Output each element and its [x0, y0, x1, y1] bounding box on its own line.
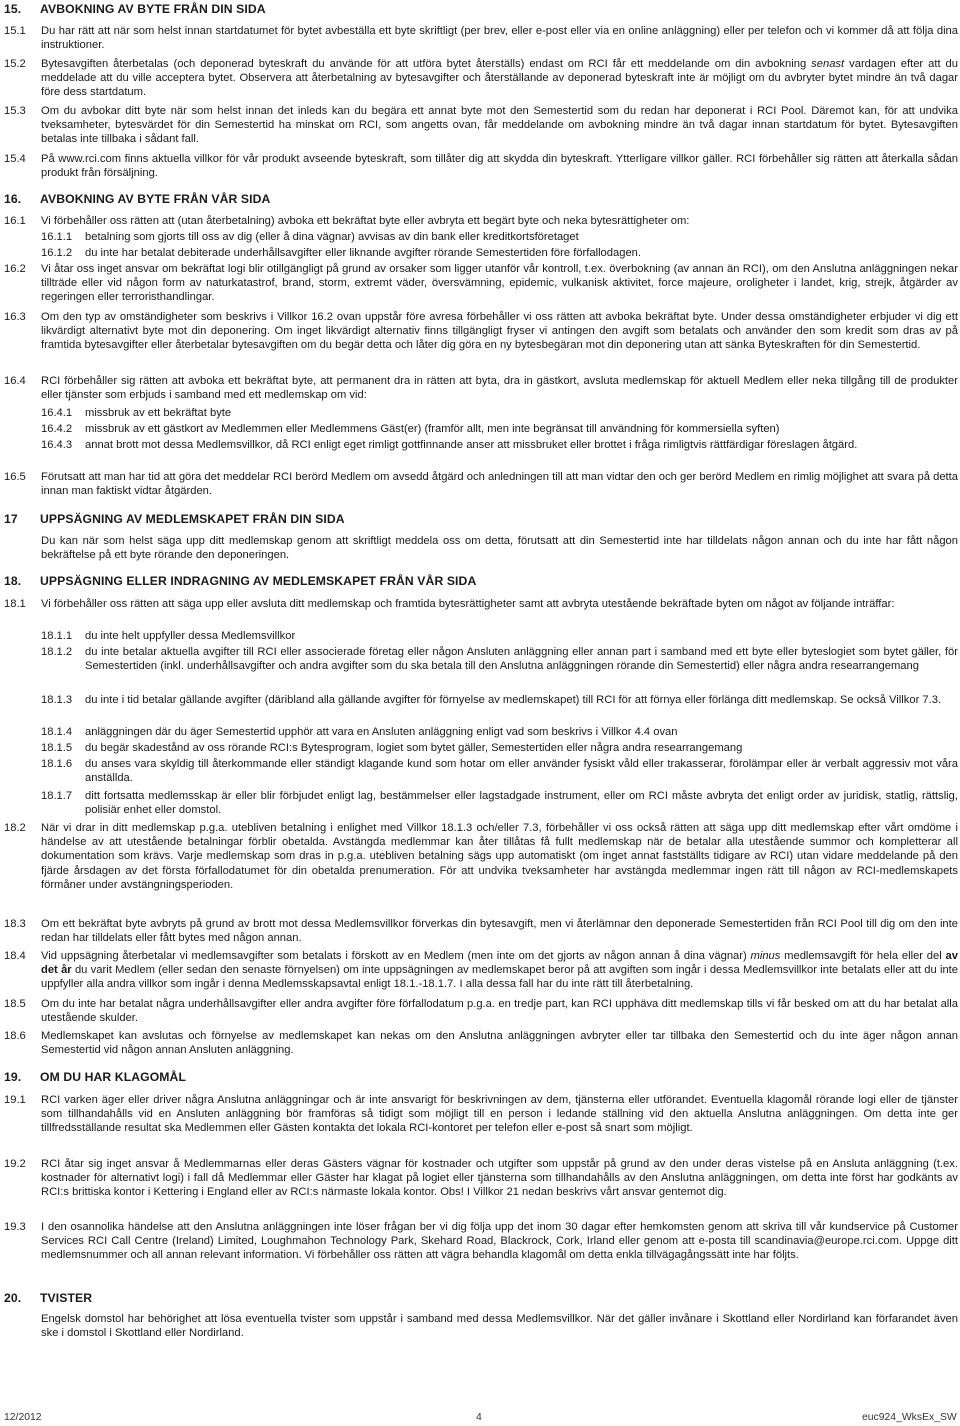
clause-number: 18.2	[4, 822, 26, 834]
clause-16-4	[4, 374, 958, 402]
clause-text: missbruk av ett gästkort av Medlemmen eller Medlemmens Gäst(er) (framför allt, men inte begränsat till användning för kommersiella syften)	[85, 423, 780, 435]
clause-text: Vi förbehåller oss rätten att säga upp eller avsluta ditt medlemskap och framtida bytesrättigheter samt att avbryta utestående bekräftade byten om något av följande inträffar:	[41, 598, 895, 610]
footer-date: 12/2012	[4, 1412, 42, 1423]
clause-18-1-7	[41, 789, 958, 817]
section-19-heading	[4, 1070, 186, 1084]
clause-text: annat brott mot dessa Medlemsvillkor, då RCI enligt eget rimligt gottfinnande anser att missbruket eller brottet i fråga rimligtvis rättfärdigar föreslagen åtgärd.	[85, 439, 858, 451]
clause-19-1	[4, 1093, 958, 1136]
section-title: UPPSÄGNING ELLER INDRAGNING AV MEDLEMSKAPET FRÅN VÅR SIDA	[40, 574, 477, 588]
clause-16-1-2	[41, 246, 958, 260]
section-title: AVBOKNING AV BYTE FRÅN VÅR SIDA	[40, 192, 271, 206]
clause-text: Du har rätt att när som helst innan startdatumet för bytet avbeställa ett byte skriftligt (per brev, eller e-post eller via en online anläggning) eller per telefon och vi kommer då att följa dina instruktioner.	[41, 25, 958, 52]
clause-number: 15.2	[4, 58, 26, 70]
clause-number: 18.4	[4, 950, 26, 962]
clause-18-4	[4, 949, 958, 992]
section-17-text: Du kan när som helst säga upp ditt medlemskap genom att skriftligt meddela oss om detta, förutsatt att din Semestertid inte har tilldelats någon annan och du inte har fått någon bekräftelse på ett byte rörande den deponeringen.	[41, 535, 958, 562]
section-number: 19.	[4, 1070, 22, 1084]
clause-number: 18.1.3	[41, 694, 73, 706]
clause-text: RCI varken äger eller driver några Anslutna anläggningar och är inte ansvarigt för beskrivningen av dem, tjänsterna eller utförandet. Eventuella klagomål rörande logi eller de tjänster som tillhandahålls vid en Ansluten anläggning bör framföras så tidigt som möjligt till en person i ledande ställning vid den aktuella Anslutna anläggningen. Om detta inte ger tillfredsställande resultat ska Medlemmen eller Gästen kontakta det lokala RCI-kontoret per telefon eller e-post så snart som möjligt.	[41, 1094, 958, 1135]
clause-18-1	[4, 597, 958, 611]
clause-16-4-1	[41, 406, 958, 420]
section-title: UPPSÄGNING AV MEDLEMSKAPET FRÅN DIN SIDA	[40, 512, 345, 526]
section-18-heading	[4, 574, 476, 588]
clause-text: du inte betalar aktuella avgifter till RCI eller associerade företag eller någon Ansluten anläggning eller annan part i samband med ett byte eller byteslogiet som bytet gäller, för Semestertiden (inkl. underhållsavgifter och andra avgifter som du ska betala till den Anslutna anläggningen rörande din Semestertid) eller några andra researrangemang	[85, 646, 958, 673]
section-number: 18.	[4, 574, 22, 588]
clause-text: du inte i tid betalar gällande avgifter (däribland alla gällande avgifter för förnyelse av medlemskapet) till RCI för att förnya eller förlänga ditt medlemskap. Se också Villkor 7.3.	[85, 694, 942, 706]
clause-text: På www.rci.com finns aktuella villkor för vår produkt avseende byteskraft, som tillåter dig att skydda din byteskraft. Ytterligare villkor gäller. RCI förbehåller sig rätten att återkalla sådan produkt från försäljning.	[41, 153, 958, 180]
clause-15-3	[4, 104, 958, 147]
clause-18-1-5	[41, 741, 958, 755]
clause-text: RCI åtar sig inget ansvar å Medlemmarnas eller deras Gästers vägnar för kostnader och utgifter som uppstår på grund av den under deras vistelse på en Ansluta anläggning (t.ex. kostnader för alternativt logi) i fall då Medlemmar eller Gäster har klagat på logiet eller tjänsterna som tillhandahålls av den Anslutna anläggningen, om detta inte först har godkänts av RCI:s brittiska kontor i Kettering i England eller av RCI:s närmaste lokala kontor. Obs! I Villkor 21 nedan beskrivs vårt ansvar gentemot dig.	[41, 1158, 958, 1199]
clause-18-3	[4, 917, 958, 945]
clause-number: 16.5	[4, 471, 26, 483]
clause-16-3	[4, 310, 958, 353]
clause-18-1-1	[41, 629, 958, 643]
clause-text: Om den typ av omständigheter som beskrivs i Villkor 16.2 ovan uppstår före avresa förbehåller vi oss rätten att avboka bekräftat byte. Under dessa omständigheter erbjuder vi dig ett likvärdigt alternativt byte mot din deponering. Om inget likvärdigt alternativ finns tillgängligt fryser vi antingen den avgift som betalats och använder den som kredit som dras av på framtida bytesavgifter eller återbetalar bytesavgiften om du begär detta och låter dig göra en ny bytesbegäran mot din deponering utan att sänka Byteskraften för din Semestertid.	[41, 311, 958, 352]
clause-text: När vi drar in ditt medlemskap p.g.a. utebliven betalning i enlighet med Villkor 18.1.3 och/eller 7.3, förbehåller vi oss också rätten att säga upp ditt medlemskap efter vårt omdöme i händelse av att utestående betalningar förblir obetalda. Avstängda medlemmar kan åter tillåtas få fullt medlemskap när de betalar alla utestående summor och kompletterar all dokumentation som krävs. Varje medlemskap som dras in p.g.a. utebliven betalning sägs upp automatiskt (om inget annat fastställts tidigare av RCI) utan vidare meddelande på den fjärde årsdagen av det första förfallodatumet för din obetalda prenumeration. För att undvika tveksamheter har avstängda medlemmar ingen rätt till någon av RCI-medlemskapets förmåner under avstängningsperioden.	[41, 822, 958, 891]
clause-16-1-1	[41, 230, 958, 244]
clause-16-4-2	[41, 422, 958, 436]
section-number: 20.	[4, 1291, 22, 1305]
clause-number: 16.1.1	[41, 231, 73, 243]
clause-text: missbruk av ett bekräftat byte	[85, 407, 232, 419]
clause-text: RCI förbehåller sig rätten att avboka ett bekräftat byte, att permanent dra in rätten att byta, dra in gästkort, avsluta medlemskap för aktuell Medlem eller neka tillgång till de produkter eller tjänster som erbjuds i samband med ett medlemskap om vid:	[41, 375, 958, 402]
section-20-heading	[4, 1291, 92, 1305]
clause-number: 18.1.7	[41, 790, 73, 802]
clause-19-3	[4, 1220, 958, 1263]
clause-18-1-2	[41, 645, 958, 673]
clause-number: 18.5	[4, 998, 26, 1010]
clause-18-5	[4, 997, 958, 1025]
clause-16-5	[4, 470, 958, 498]
section-16-heading	[4, 192, 270, 206]
clause-number: 18.3	[4, 918, 26, 930]
section-number: 17	[4, 512, 18, 526]
section-number: 15.	[4, 2, 22, 16]
clause-number: 16.2	[4, 263, 26, 275]
clause-number: 15.3	[4, 105, 26, 117]
clause-16-1	[4, 214, 958, 228]
clause-number: 19.1	[4, 1094, 26, 1106]
section-17-heading	[4, 512, 345, 526]
clause-text: du begär skadestånd av oss rörande RCI:s Bytesprogram, logiet som bytet gäller, Semestertiden eller några andra researrangemang	[85, 742, 743, 754]
clause-number: 16.4.1	[41, 407, 73, 419]
clause-number: 18.6	[4, 1030, 26, 1042]
clause-15-2	[4, 57, 958, 100]
footer-document-code: euc924_WksEx_SW	[862, 1412, 957, 1423]
clause-15-4	[4, 152, 958, 180]
clause-18-6	[4, 1029, 958, 1057]
clause-text: du inte har betalat debiterade underhållsavgifter eller liknande avgifter rörande Semestertiden före förfallodagen.	[85, 247, 641, 259]
clause-16-4-3	[41, 438, 958, 452]
clause-number: 16.3	[4, 311, 26, 323]
clause-number: 15.4	[4, 153, 26, 165]
clause-number: 16.4.2	[41, 423, 73, 435]
clause-text: Vi åtar oss inget ansvar om bekräftat logi blir otillgängligt på grund av orsaker som ligger utanför vår kontroll, t.ex. överbokning (av annan än RCI), om den Anslutna anläggningen nekar tillträde eller vid någon form av naturkatastrof, brand, storm, extremt väder, översvämning, epidemic, vulkanisk aktivitet, force majeure, oroligheter i landet, krig, strejk, åtgärder av regeringen eller terroristhandlingar.	[41, 263, 958, 304]
clause-text: Bytesavgiften återbetalas (och deponerad byteskraft du använde för att utföra bytet återställs) endast om RCI får ett meddelande om din avbokning senast vardagen efter att du meddelade att du ville acceptera bytet. Observera att återbetalning av bytesavgifter och återställande av deponerad byteskraft inte är möjligt om du avbryter bytet mindre än två dagar före dess startdatum.	[41, 58, 959, 99]
clause-number: 19.2	[4, 1158, 26, 1170]
clause-19-2	[4, 1157, 958, 1200]
section-number: 16.	[4, 192, 22, 206]
clause-number: 18.1.5	[41, 742, 73, 754]
clause-text: Om ett bekräftat byte avbryts på grund av brott mot dessa Medlemsvillkor förverkas din bytesavgift, men vi återlämnar den deponerade Semestertiden från RCI Pool till dig om den inte redan har tilldelats eller fått bytes med någon annan.	[41, 918, 958, 945]
clause-number: 18.1.6	[41, 758, 73, 770]
clause-text: Om du inte har betalat några underhållsavgifter eller andra avgifter före förfallodatum p.g.a. en tredje part, kan RCI upphäva ditt medlemskap tills vi får besked om att du har betalat alla utestående skulder.	[41, 998, 958, 1025]
clause-text: du inte helt uppfyller dessa Medlemsvillkor	[85, 630, 296, 642]
footer-page-number: 4	[476, 1412, 482, 1423]
section-title: TVISTER	[40, 1291, 93, 1305]
clause-number: 15.1	[4, 25, 26, 37]
clause-number: 18.1.1	[41, 630, 73, 642]
clause-number: 18.1.2	[41, 646, 73, 658]
clause-text: Vi förbehåller oss rätten att (utan återbetalning) avboka ett bekräftat byte eller avbryta ett begärt byte och neka bytesrättigheter om:	[41, 215, 690, 227]
clause-text: Förutsatt att man har tid att göra det meddelar RCI berörd Medlem om avsedd åtgärd och anledningen till att man vidtar den och ger berörd Medlem en rimlig möjlighet att svara på detta innan man faktiskt vidtar åtgärden.	[41, 471, 958, 498]
clause-text: anläggningen där du äger Semestertid upphör att vara en Ansluten anläggning enligt vad som beskrivs i Villkor 4.4 ovan	[85, 726, 678, 738]
clause-text: Om du avbokar ditt byte när som helst innan det inleds kan du begära ett annat byte mot den Semestertid som du redan har deponerat i RCI Pool. Däremot kan, för att undvika tveksamheter, bytesvärdet för din Semestertid ha minskat om RCI, som angetts ovan, får meddelande om avbokning mindre än två dagar innan startdatum för bytet. Bytesavgiften betalas inte tillbaka i sådant fall.	[41, 105, 958, 146]
section-20-text: Engelsk domstol har behörighet att lösa eventuella tvister som uppstår i samband med dessa Medlemsvillkor. När det gäller invånare i Skottland eller Nordirland kan förfarandet även ske i domstol i Skottland eller Nordirland.	[41, 1313, 958, 1340]
clause-text: ditt fortsatta medlemsskap är eller blir förbjudet enligt lag, bestämmelser eller lagstadgade instrument, eller om RCI måste avbryta det enligt order av juridisk, statlig, rättslig, polisiär enhet eller domstol.	[85, 790, 958, 817]
section-title: AVBOKNING AV BYTE FRÅN DIN SIDA	[40, 2, 266, 16]
clause-18-1-3	[41, 693, 958, 707]
clause-18-2	[4, 821, 958, 892]
clause-15-1	[4, 24, 958, 52]
clause-number: 16.1.2	[41, 247, 73, 259]
clause-18-1-6	[41, 757, 958, 785]
clause-text: Vid uppsägning återbetalar vi medlemsavgifter som betalats i förskott av en Medlem (men inte om det gjorts av någon annan å dina vägnar) minus medlemsavgift för hela eller del av det år du varit Medlem (eller sedan den senaste förnyelsen) om inte uppsägningen av medlemskapet beror på att avgiften som ingår i dessa Medlemsvillkor inte betalats eller att du inte uppfyller alla andra villkor som ingår i denna Medlemsskapsavtal enligt 18.1.-18.1.7. I alla dessa fall har du inte rätt till återbetalning.	[41, 950, 958, 991]
clause-18-1-4	[41, 725, 958, 739]
clause-16-2	[4, 262, 958, 305]
clause-text: betalning som gjorts till oss av dig (eller å dina vägnar) avvisas av din bank eller kreditkortsföretaget	[85, 231, 579, 243]
clause-number: 19.3	[4, 1221, 26, 1233]
clause-number: 16.1	[4, 215, 26, 227]
clause-text: I den osannolika händelse att den Anslutna anläggningen inte löser frågan ber vi dig följa upp det inom 30 dagar efter hemkomsten genom att skriva till vår kundservice på Customer Services RCI Call Centre (Ireland) Limited, Loughmahon Technology Park, Skehard Road, Blackrock, Cork, Irland eller genom att e-posta till scandinavia@europe.rci.com. Uppge ditt medlemsnummer och all annan relevant information. Vi förbehåller oss rätten att vägra behandla klagomål om detta enkla tillvägagångssätt inte har följts.	[41, 1221, 958, 1262]
clause-number: 16.4	[4, 375, 26, 387]
clause-number: 16.4.3	[41, 439, 73, 451]
section-title: OM DU HAR KLAGOMÅL	[40, 1070, 187, 1084]
clause-text: Medlemskapet kan avslutas och förnyelse av medlemskapet kan nekas om den Anslutna anläggningen avbryter eller tar tillbaka den Semestertid och du inte äger någon annan Semestertid vid någon annan Ansluten anläggning.	[41, 1030, 958, 1057]
clause-number: 18.1	[4, 598, 26, 610]
section-15-heading	[4, 2, 266, 16]
clause-number: 18.1.4	[41, 726, 73, 738]
clause-text: du anses vara skyldig till återkommande eller ständigt klagande kund som hotar om eller använder fysiskt våld eller trakasserar, förolämpar eller är verbalt aggressiv mot våra anställda.	[85, 758, 958, 785]
